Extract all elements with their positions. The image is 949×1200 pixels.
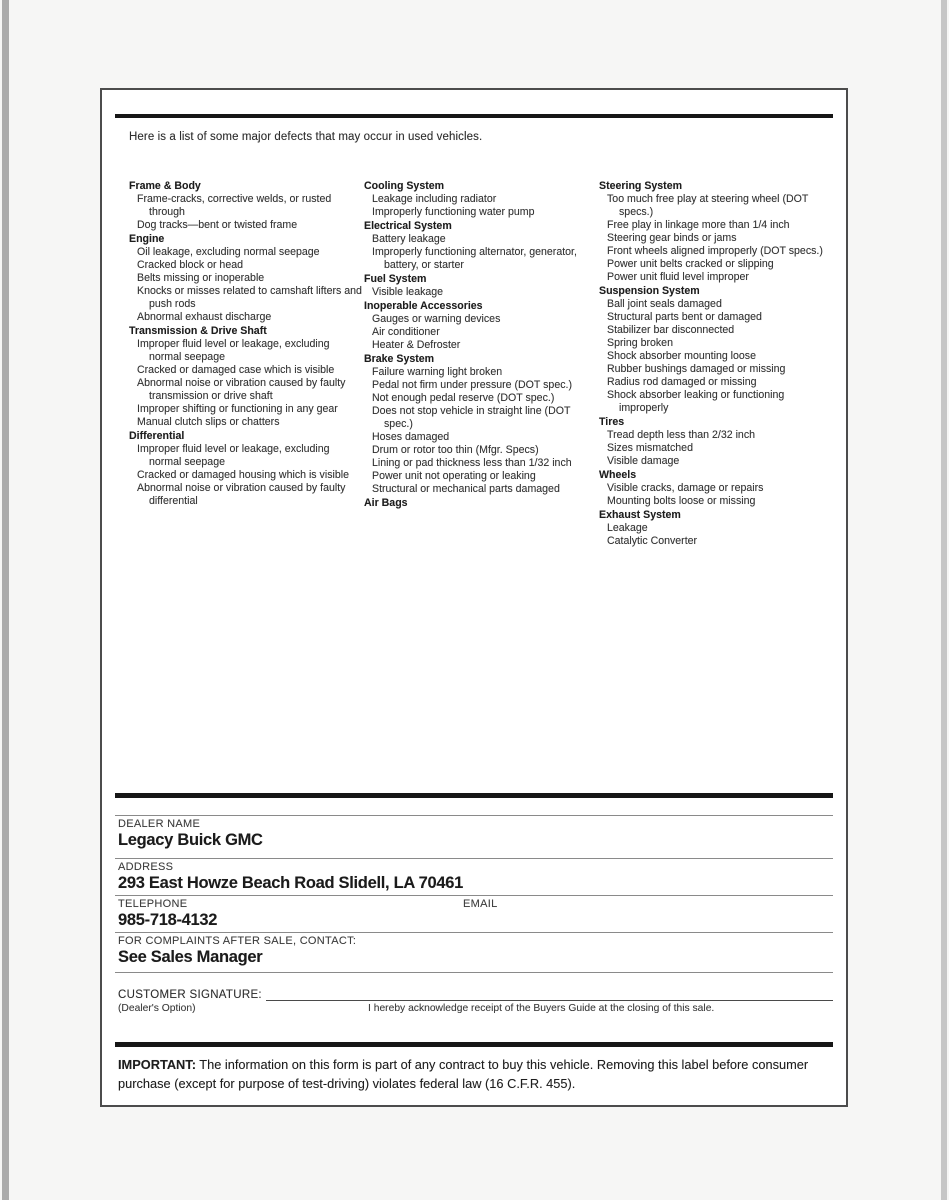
defect-item: Does not stop vehicle in straight line (DOT spec.) [372, 405, 571, 430]
defect-item: Air conditioner [372, 326, 440, 338]
defect-section-title: Tires [599, 416, 625, 428]
dealer-section-top-rule [115, 793, 833, 798]
defect-section-title: Differential [129, 430, 185, 442]
defect-section-title: Steering System [599, 180, 683, 192]
defect-column [364, 179, 599, 548]
defect-item: Improper fluid level or leakage, excluding normal seepage [137, 443, 330, 468]
defect-item: Belts missing or inoperable [137, 272, 265, 284]
defect-column [599, 179, 834, 548]
customer-signature-row [118, 987, 833, 1001]
defect-item: Ball joint seals damaged [607, 298, 722, 310]
defect-item: Power unit fluid level improper [607, 271, 749, 283]
defect-item: Rubber bushings damaged or missing [607, 363, 786, 375]
defect-section-title: Engine [129, 233, 165, 245]
defect-item: Catalytic Converter [607, 535, 698, 547]
defect-item: Power unit not operating or leaking [372, 470, 536, 482]
customer-signature-label: CUSTOMER SIGNATURE: [118, 989, 262, 1001]
defect-item: Gauges or warning devices [372, 313, 501, 325]
telephone-email-row [115, 895, 833, 932]
defect-item: Power unit belts cracked or slipping [607, 258, 774, 270]
defect-item: Free play in linkage more than 1/4 inch [607, 219, 790, 231]
defect-item: Abnormal noise or vibration caused by faulty transmission or drive shaft [137, 377, 346, 402]
important-label: IMPORTANT: [118, 1057, 196, 1072]
defect-section-title: Transmission & Drive Shaft [129, 325, 267, 337]
left-edge-strip [2, 0, 9, 1200]
signature-notes [118, 1003, 833, 1017]
acknowledgement-text: I hereby acknowledge receipt of the Buyers Guide at the closing of this sale. [368, 1003, 715, 1014]
buyers-guide-back-page [100, 88, 848, 1107]
defect-item: Mounting bolts loose or missing [607, 495, 756, 507]
defect-item: Too much free play at steering wheel (DOT specs.) [607, 193, 809, 218]
defect-item: Leakage including radiator [372, 193, 497, 205]
defect-section-title: Electrical System [364, 220, 452, 232]
defect-item: Failure warning light broken [372, 366, 503, 378]
defect-column [129, 179, 364, 548]
telephone-label: TELEPHONE [118, 898, 188, 910]
telephone-value: 985-718-4132 [118, 911, 218, 929]
defect-item: Sizes mismatched [607, 442, 693, 454]
defect-item: Abnormal noise or vibration caused by faulty differential [137, 482, 346, 507]
defect-item: Heater & Defroster [372, 339, 461, 351]
defect-item: Improper shifting or functioning in any gear [137, 403, 338, 415]
defect-columns [129, 179, 846, 548]
complaints-row [115, 932, 833, 973]
defect-item: Visible damage [607, 455, 680, 467]
defect-item: Visible leakage [372, 286, 444, 298]
important-section-rule [115, 1042, 833, 1047]
defect-item: Shock absorber mounting loose [607, 350, 756, 362]
complaints-label: FOR COMPLAINTS AFTER SALE, CONTACT: [118, 935, 357, 947]
telephone-field [118, 898, 463, 932]
defect-item: Battery leakage [372, 233, 446, 245]
defect-item: Not enough pedal reserve (DOT spec.) [372, 392, 555, 404]
address-value: 293 East Howze Beach Road Slidell, LA 70461 [118, 874, 464, 892]
defect-item: Structural or mechanical parts damaged [372, 483, 560, 495]
defect-item: Abnormal exhaust discharge [137, 311, 272, 323]
defect-item: Frame-cracks, corrective welds, or rusted through [137, 193, 332, 218]
defect-item: Structural parts bent or damaged [607, 311, 762, 323]
email-field [463, 898, 833, 932]
right-edge-strip [941, 0, 947, 1200]
defect-item: Oil leakage, excluding normal seepage [137, 246, 320, 258]
address-row [115, 858, 833, 895]
defect-item: Improperly functioning alternator, generator, battery, or starter [372, 246, 577, 271]
address-label: ADDRESS [118, 861, 174, 873]
defect-item: Cracked or damaged case which is visible [137, 364, 335, 376]
defect-item: Steering gear binds or jams [607, 232, 737, 244]
dealer-name-label: DEALER NAME [118, 818, 201, 830]
defect-item: Shock absorber leaking or functioning improperly [607, 389, 785, 414]
defect-section-title: Air Bags [364, 497, 408, 509]
defect-item: Leakage [607, 522, 648, 534]
important-text: The information on this form is part of any contract to buy this vehicle. Removing this label before consumer purchase (except for purpose of test-driving) violates federal law (16 C.F.R. 455). [118, 1057, 809, 1091]
email-label: EMAIL [463, 898, 498, 910]
defect-section-title: Suspension System [599, 285, 700, 297]
signature-line [266, 987, 833, 1001]
defect-item: Cracked block or head [137, 259, 243, 271]
dealer-fields [115, 815, 833, 973]
defect-section-title: Cooling System [364, 180, 445, 192]
dealer-name-row [115, 815, 833, 858]
important-notice [118, 1055, 832, 1093]
defect-section-title: Brake System [364, 353, 435, 365]
defect-item: Cracked or damaged housing which is visible [137, 469, 349, 481]
defect-section-title: Inoperable Accessories [364, 300, 483, 312]
defect-item: Manual clutch slips or chatters [137, 416, 280, 428]
defect-item: Visible cracks, damage or repairs [607, 482, 764, 494]
defect-item: Improperly functioning water pump [372, 206, 535, 218]
defect-item: Improper fluid level or leakage, excluding normal seepage [137, 338, 330, 363]
defect-section-title: Wheels [599, 469, 637, 481]
defect-item: Pedal not firm under pressure (DOT spec.) [372, 379, 572, 391]
defect-item: Hoses damaged [372, 431, 450, 443]
defect-item: Tread depth less than 2/32 inch [607, 429, 756, 441]
defect-item: Front wheels aligned improperly (DOT specs.) [607, 245, 823, 257]
defect-item: Dog tracks—bent or twisted frame [137, 219, 298, 231]
defect-item: Drum or rotor too thin (Mfgr. Specs) [372, 444, 539, 456]
defect-section-title: Exhaust System [599, 509, 681, 521]
complaints-value: See Sales Manager [118, 948, 263, 966]
dealer-name-value: Legacy Buick GMC [118, 831, 263, 849]
defect-item: Knocks or misses related to camshaft lifters and push rods [137, 285, 362, 310]
defect-section-title: Fuel System [364, 273, 427, 285]
defect-item: Spring broken [607, 337, 673, 349]
dealers-option-note: (Dealer's Option) [118, 1003, 196, 1014]
top-divider-rule [115, 114, 833, 118]
defect-item: Lining or pad thickness less than 1/32 inch [372, 457, 572, 469]
intro-text: Here is a list of some major defects that may occur in used vehicles. [129, 131, 483, 143]
defect-item: Stabilizer bar disconnected [607, 324, 735, 336]
defect-section-title: Frame & Body [129, 180, 201, 192]
dealer-section [102, 793, 846, 1093]
defect-item: Radius rod damaged or missing [607, 376, 757, 388]
